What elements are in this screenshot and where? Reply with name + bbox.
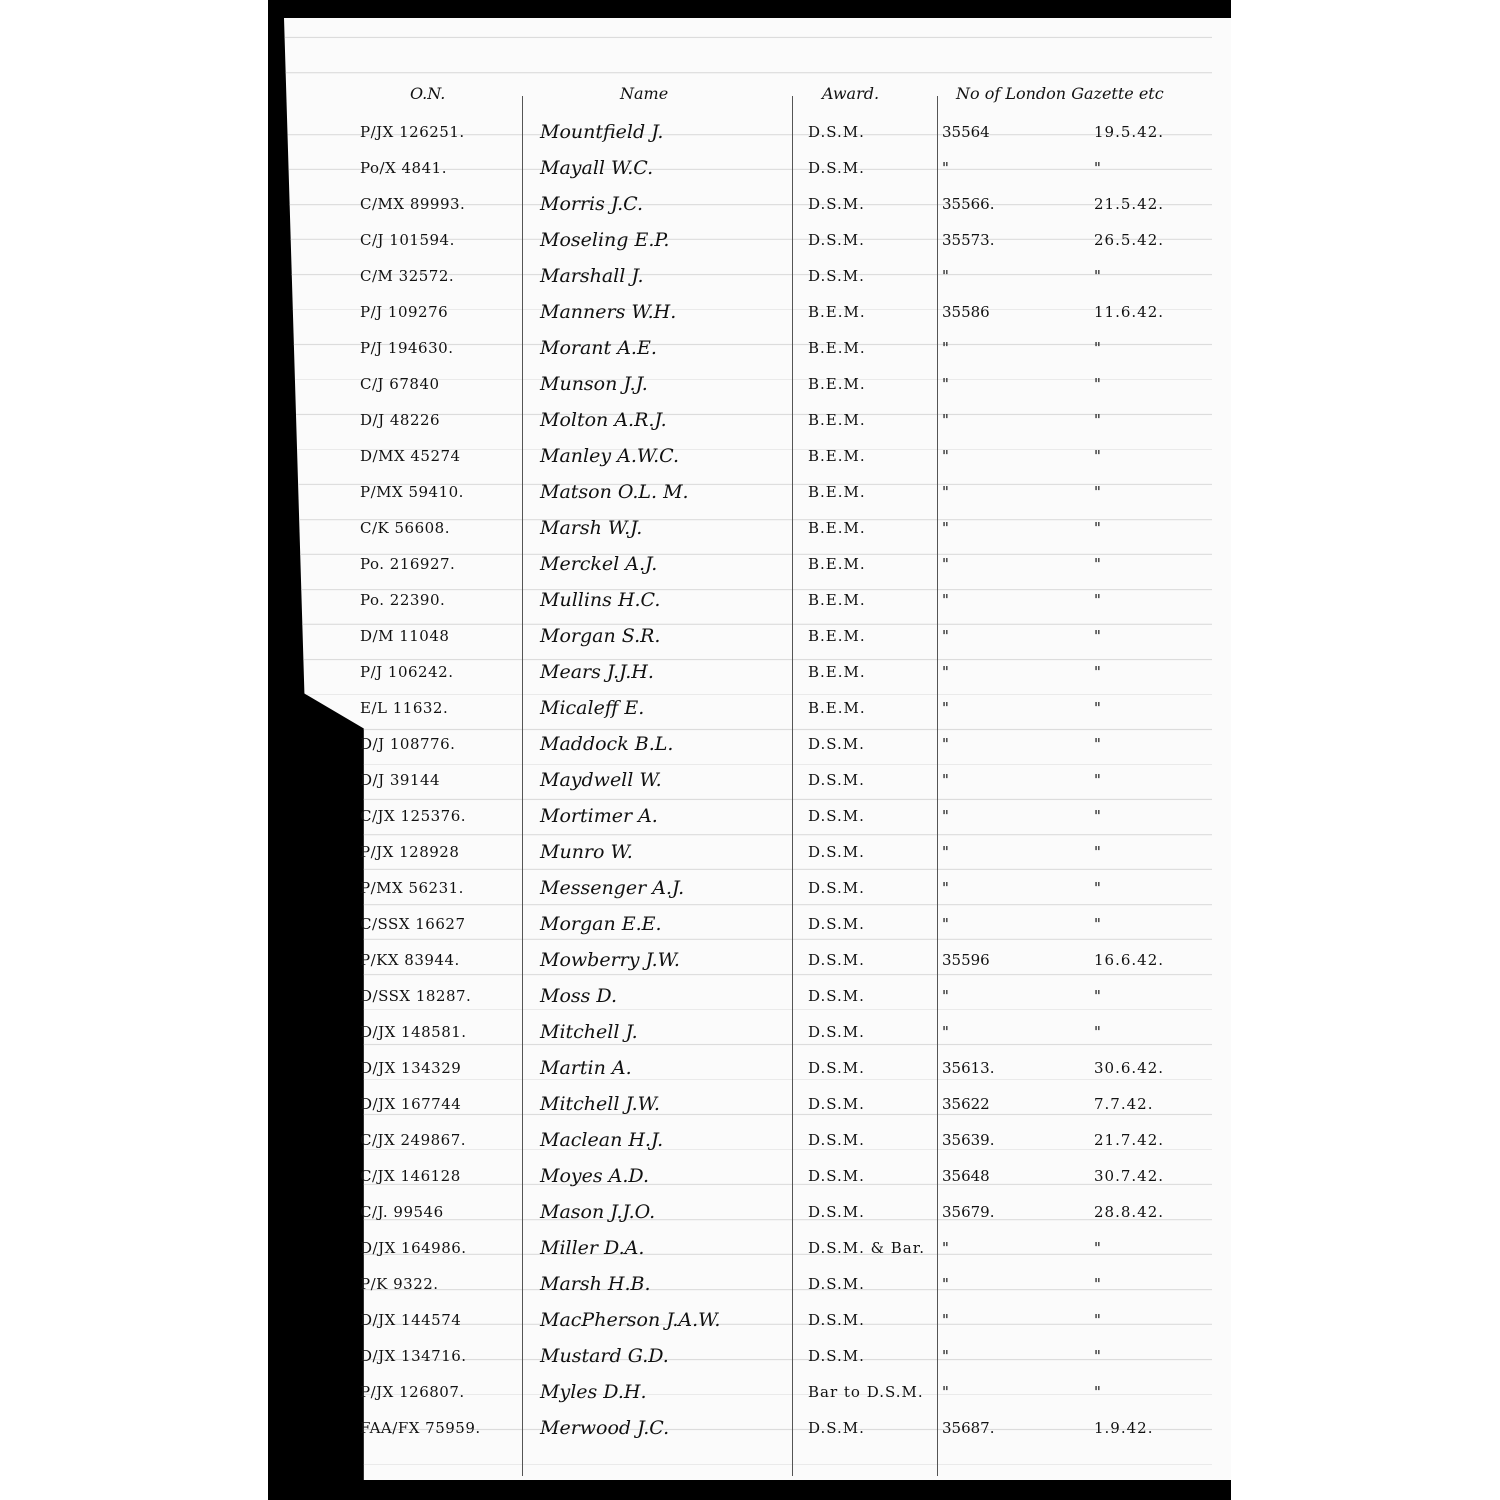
name-cell: Morris J.C. [540, 193, 644, 215]
name-cell: Mountfield J. [540, 121, 664, 143]
gazette-date-cell: 7.7.42. [1094, 1095, 1154, 1113]
award-cell: B.E.M. [808, 555, 866, 573]
table-row [0, 1310, 1500, 1346]
gazette-date-cell: 19.5.42. [1094, 123, 1165, 141]
award-cell: D.S.M. [808, 231, 865, 249]
name-cell: Mitchell J. [540, 1021, 638, 1043]
award-cell: D.S.M. [808, 1131, 865, 1149]
gazette-date-cell: 11.6.42. [1094, 303, 1165, 321]
gazette-number-cell: " [942, 879, 949, 897]
name-cell: Merckel A.J. [540, 553, 658, 575]
award-cell: D.S.M. [808, 123, 865, 141]
name-cell: Maydwell W. [540, 769, 662, 791]
official-number-cell: C/J. 99546 [360, 1203, 444, 1221]
gazette-date-cell: 28.8.42. [1094, 1203, 1165, 1221]
table-row [0, 698, 1500, 734]
gazette-number-cell: 35566. [942, 195, 995, 213]
table-row [0, 626, 1500, 662]
name-cell: Micaleff E. [540, 697, 645, 719]
table-row [0, 1058, 1500, 1094]
official-number-cell: P/JX 128928 [360, 843, 460, 861]
gazette-date-cell: " [1094, 771, 1102, 789]
award-cell: D.S.M. [808, 735, 865, 753]
gazette-number-cell: 35639. [942, 1131, 995, 1149]
official-number-cell: P/MX 56231. [360, 879, 464, 897]
gazette-date-cell: " [1094, 591, 1102, 609]
gazette-number-cell: " [942, 339, 949, 357]
award-cell: B.E.M. [808, 411, 866, 429]
gazette-date-cell: " [1094, 519, 1102, 537]
gazette-number-cell: " [942, 735, 949, 753]
gazette-date-cell: 16.6.42. [1094, 951, 1165, 969]
gazette-number-cell: " [942, 411, 949, 429]
award-cell: D.S.M. [808, 951, 865, 969]
award-cell: D.S.M. [808, 1023, 865, 1041]
gazette-number-cell: 35648 [942, 1167, 990, 1185]
award-cell: B.E.M. [808, 627, 866, 645]
header-award: Award. [822, 84, 880, 103]
official-number-cell: D/J 48226 [360, 411, 441, 429]
header-name: Name [620, 84, 669, 103]
name-cell: Marshall J. [540, 265, 644, 287]
gazette-number-cell: " [942, 1239, 949, 1257]
name-cell: Merwood J.C. [540, 1417, 670, 1439]
gazette-number-cell: " [942, 915, 949, 933]
award-cell: B.E.M. [808, 375, 866, 393]
official-number-cell: P/MX 59410. [360, 483, 464, 501]
gazette-date-cell: " [1094, 843, 1102, 861]
official-number-cell: FAA/FX 75959. [360, 1419, 481, 1437]
table-row [0, 1238, 1500, 1274]
award-cell: B.E.M. [808, 483, 866, 501]
official-number-cell: P/K 9322. [360, 1275, 439, 1293]
table-row [0, 338, 1500, 374]
official-number-cell: C/JX 249867. [360, 1131, 467, 1149]
table-row [0, 842, 1500, 878]
award-cell: D.S.M. [808, 267, 865, 285]
gazette-date-cell: " [1094, 375, 1102, 393]
award-cell: B.E.M. [808, 519, 866, 537]
official-number-cell: C/J 101594. [360, 231, 455, 249]
award-cell: B.E.M. [808, 303, 866, 321]
gazette-date-cell: " [1094, 159, 1102, 177]
gazette-date-cell: " [1094, 699, 1102, 717]
gazette-number-cell: " [942, 807, 949, 825]
official-number-cell: C/JX 146128 [360, 1167, 461, 1185]
gazette-date-cell: 30.6.42. [1094, 1059, 1165, 1077]
table-row [0, 266, 1500, 302]
gazette-date-cell: " [1094, 267, 1102, 285]
gazette-date-cell: " [1094, 483, 1102, 501]
official-number-cell: D/JX 134329 [360, 1059, 462, 1077]
official-number-cell: D/JX 134716. [360, 1347, 467, 1365]
gazette-date-cell: " [1094, 555, 1102, 573]
table-row [0, 662, 1500, 698]
table-row [0, 914, 1500, 950]
gazette-date-cell: " [1094, 627, 1102, 645]
gazette-date-cell: " [1094, 987, 1102, 1005]
table-row [0, 878, 1500, 914]
award-cell: D.S.M. [808, 1347, 865, 1365]
table-row [0, 950, 1500, 986]
gazette-number-cell: " [942, 483, 949, 501]
gazette-number-cell: " [942, 1311, 949, 1329]
official-number-cell: P/JX 126251. [360, 123, 465, 141]
table-row [0, 1274, 1500, 1310]
gazette-date-cell: " [1094, 339, 1102, 357]
name-cell: Mullins H.C. [540, 589, 661, 611]
gazette-number-cell: " [942, 519, 949, 537]
gazette-number-cell: " [942, 267, 949, 285]
award-cell: D.S.M. [808, 843, 865, 861]
name-cell: Marsh H.B. [540, 1273, 651, 1295]
award-cell: D.S.M. [808, 1095, 865, 1113]
official-number-cell: D/M 11048 [360, 627, 450, 645]
name-cell: Mowberry J.W. [540, 949, 680, 971]
gazette-date-cell: " [1094, 1311, 1102, 1329]
name-cell: Mears J.J.H. [540, 661, 654, 683]
award-cell: D.S.M. [808, 159, 865, 177]
gazette-date-cell: " [1094, 447, 1102, 465]
table-row [0, 1418, 1500, 1454]
award-cell: D.S.M. & Bar. [808, 1239, 926, 1257]
name-cell: Morgan S.R. [540, 625, 661, 647]
gazette-number-cell: " [942, 447, 949, 465]
table-row [0, 1094, 1500, 1130]
table-row [0, 410, 1500, 446]
header-on: O.N. [410, 84, 446, 103]
name-cell: Munro W. [540, 841, 633, 863]
gazette-number-cell: " [942, 591, 949, 609]
name-cell: Molton A.R.J. [540, 409, 667, 431]
name-cell: MacPherson J.A.W. [540, 1309, 721, 1331]
gazette-number-cell: " [942, 1383, 949, 1401]
table-row [0, 986, 1500, 1022]
table-row [0, 446, 1500, 482]
award-cell: D.S.M. [808, 1275, 865, 1293]
table-row [0, 590, 1500, 626]
gazette-number-cell: " [942, 159, 949, 177]
official-number-cell: C/J 67840 [360, 375, 440, 393]
award-cell: D.S.M. [808, 1311, 865, 1329]
gazette-number-cell: 35679. [942, 1203, 995, 1221]
name-cell: Moyes A.D. [540, 1165, 650, 1187]
table-row [0, 302, 1500, 338]
gazette-number-cell: " [942, 555, 949, 573]
gazette-number-cell: " [942, 627, 949, 645]
official-number-cell: Po/X 4841. [360, 159, 447, 177]
award-cell: Bar to D.S.M. [808, 1383, 924, 1401]
table-row [0, 1202, 1500, 1238]
name-cell: Morant A.E. [540, 337, 657, 359]
gazette-date-cell: " [1094, 1383, 1102, 1401]
official-number-cell: C/K 56608. [360, 519, 450, 537]
gazette-number-cell: " [942, 771, 949, 789]
official-number-cell: C/MX 89993. [360, 195, 466, 213]
gazette-date-cell: 1.9.42. [1094, 1419, 1154, 1437]
name-cell: Mitchell J.W. [540, 1093, 660, 1115]
award-cell: B.E.M. [808, 663, 866, 681]
gazette-date-cell: 21.7.42. [1094, 1131, 1165, 1149]
gazette-number-cell: " [942, 843, 949, 861]
gazette-number-cell: 35573. [942, 231, 995, 249]
table-row [0, 1130, 1500, 1166]
gazette-date-cell: " [1094, 1239, 1102, 1257]
name-cell: Matson O.L. M. [540, 481, 689, 503]
name-cell: Myles D.H. [540, 1381, 647, 1403]
official-number-cell: P/JX 126807. [360, 1383, 465, 1401]
award-cell: D.S.M. [808, 987, 865, 1005]
gazette-date-cell: 30.7.42. [1094, 1167, 1165, 1185]
table-row [0, 1166, 1500, 1202]
table-row [0, 158, 1500, 194]
award-cell: B.E.M. [808, 447, 866, 465]
name-cell: Martin A. [540, 1057, 632, 1079]
gazette-number-cell: 35586 [942, 303, 990, 321]
name-cell: Mustard G.D. [540, 1345, 669, 1367]
table-row [0, 554, 1500, 590]
gazette-number-cell: 35613. [942, 1059, 995, 1077]
award-cell: D.S.M. [808, 879, 865, 897]
official-number-cell: D/MX 45274 [360, 447, 461, 465]
award-cell: B.E.M. [808, 699, 866, 717]
award-cell: D.S.M. [808, 1167, 865, 1185]
official-number-cell: P/J 109276 [360, 303, 449, 321]
name-cell: Maddock B.L. [540, 733, 674, 755]
gazette-number-cell: " [942, 1275, 949, 1293]
name-cell: Messenger A.J. [540, 877, 685, 899]
name-cell: Marsh W.J. [540, 517, 643, 539]
gazette-date-cell: " [1094, 915, 1102, 933]
name-cell: Moseling E.P. [540, 229, 670, 251]
table-row [0, 1346, 1500, 1382]
gazette-date-cell: " [1094, 1347, 1102, 1365]
name-cell: Munson J.J. [540, 373, 648, 395]
header-gazette: No of London Gazette etc [956, 84, 1164, 103]
gazette-number-cell: 35564 [942, 123, 990, 141]
official-number-cell: C/JX 125376. [360, 807, 467, 825]
table-row [0, 734, 1500, 770]
table-row [0, 482, 1500, 518]
gazette-number-cell: " [942, 663, 949, 681]
award-cell: D.S.M. [808, 771, 865, 789]
table-row [0, 194, 1500, 230]
gazette-number-cell: " [942, 987, 949, 1005]
gazette-date-cell: " [1094, 411, 1102, 429]
name-cell: Manley A.W.C. [540, 445, 680, 467]
name-cell: Mason J.J.O. [540, 1201, 656, 1223]
name-cell: Maclean H.J. [540, 1129, 664, 1151]
name-cell: Morgan E.E. [540, 913, 662, 935]
table-row [0, 770, 1500, 806]
official-number-cell: D/SSX 18287. [360, 987, 472, 1005]
official-number-cell: P/J 106242. [360, 663, 454, 681]
name-cell: Mayall W.C. [540, 157, 654, 179]
name-cell: Moss D. [540, 985, 618, 1007]
gazette-number-cell: " [942, 1023, 949, 1041]
award-cell: B.E.M. [808, 591, 866, 609]
official-number-cell: P/J 194630. [360, 339, 454, 357]
official-number-cell: P/KX 83944. [360, 951, 460, 969]
table-row [0, 374, 1500, 410]
table-row [0, 230, 1500, 266]
official-number-cell: D/J 108776. [360, 735, 456, 753]
name-cell: Mortimer A. [540, 805, 658, 827]
award-cell: D.S.M. [808, 1203, 865, 1221]
official-number-cell: Po. 216927. [360, 555, 456, 573]
official-number-cell: Po. 22390. [360, 591, 446, 609]
official-number-cell: D/JX 148581. [360, 1023, 467, 1041]
gazette-date-cell: " [1094, 735, 1102, 753]
award-cell: D.S.M. [808, 1419, 865, 1437]
table-row [0, 1022, 1500, 1058]
award-cell: D.S.M. [808, 915, 865, 933]
official-number-cell: D/JX 144574 [360, 1311, 462, 1329]
gazette-date-cell: 21.5.42. [1094, 195, 1165, 213]
gazette-number-cell: 35622 [942, 1095, 990, 1113]
gazette-number-cell: 35596 [942, 951, 990, 969]
official-number-cell: D/JX 167744 [360, 1095, 462, 1113]
award-cell: D.S.M. [808, 195, 865, 213]
gazette-number-cell: 35687. [942, 1419, 995, 1437]
official-number-cell: C/SSX 16627 [360, 915, 466, 933]
name-cell: Miller D.A. [540, 1237, 645, 1259]
gazette-date-cell: " [1094, 1275, 1102, 1293]
table-row [0, 122, 1500, 158]
gazette-number-cell: " [942, 699, 949, 717]
gazette-date-cell: 26.5.42. [1094, 231, 1165, 249]
award-cell: D.S.M. [808, 807, 865, 825]
official-number-cell: C/M 32572. [360, 267, 455, 285]
table-row [0, 1382, 1500, 1418]
gazette-number-cell: " [942, 375, 949, 393]
table-row [0, 518, 1500, 554]
official-number-cell: D/JX 164986. [360, 1239, 467, 1257]
table-row [0, 806, 1500, 842]
gazette-date-cell: " [1094, 663, 1102, 681]
gazette-date-cell: " [1094, 807, 1102, 825]
name-cell: Manners W.H. [540, 301, 677, 323]
official-number-cell: D/J 39144 [360, 771, 441, 789]
gazette-number-cell: " [942, 1347, 949, 1365]
gazette-date-cell: " [1094, 879, 1102, 897]
award-cell: B.E.M. [808, 339, 866, 357]
official-number-cell: E/L 11632. [360, 699, 449, 717]
award-cell: D.S.M. [808, 1059, 865, 1077]
gazette-date-cell: " [1094, 1023, 1102, 1041]
